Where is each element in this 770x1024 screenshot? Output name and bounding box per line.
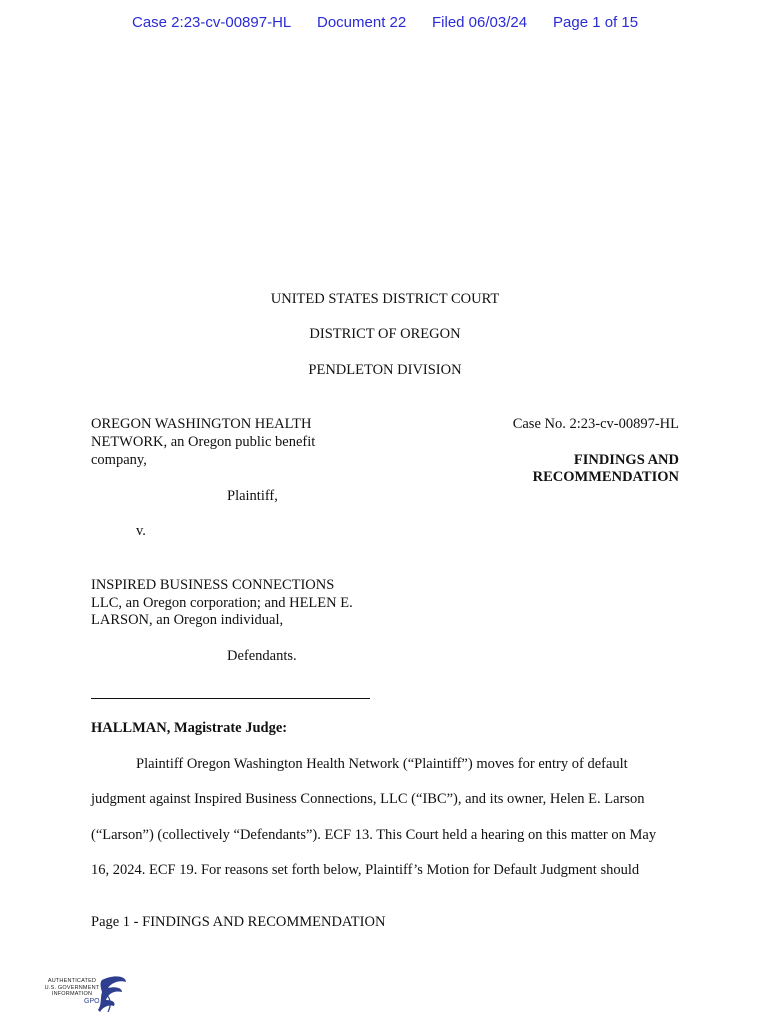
seal-mark: GPO: [84, 998, 100, 1005]
versus: v.: [136, 523, 146, 539]
header-document-number: Document 22: [317, 14, 407, 31]
document-title-line: RECOMMENDATION: [532, 469, 679, 485]
plaintiff-name-line: NETWORK, an Oregon public benefit: [91, 434, 316, 450]
caption-divider: [91, 698, 370, 699]
plaintiff-name-line: company,: [91, 452, 147, 468]
defendant-name-line: INSPIRED BUSINESS CONNECTIONS: [91, 577, 335, 593]
judge-heading: HALLMAN, Magistrate Judge:: [91, 720, 288, 736]
body-line: 16, 2024. ECF 19. For reasons set forth below, Plaintiff’s Motion for Default Judgment should: [91, 862, 640, 878]
body-line: (“Larson”) (collectively “Defendants”). ECF 13. This Court held a hearing on this matter on May: [91, 827, 657, 843]
court-division: PENDLETON DIVISION: [308, 362, 462, 378]
header-filed-date: Filed 06/03/24: [432, 14, 528, 31]
document-title-line: FINDINGS AND: [573, 452, 679, 468]
gpo-authentication-seal: [42, 972, 130, 1018]
plaintiff-name-line: OREGON WASHINGTON HEALTH: [91, 416, 312, 432]
body-line: Plaintiff Oregon Washington Health Network (“Plaintiff”) moves for entry of default: [136, 756, 628, 772]
header-case-number: Case 2:23-cv-00897-HL: [132, 14, 292, 31]
page-footer: Page 1 - FINDINGS AND RECOMMENDATION: [91, 914, 386, 930]
seal-text-line: AUTHENTICATED: [47, 978, 97, 984]
defendant-role: Defendants.: [227, 648, 297, 664]
court-district: DISTRICT OF OREGON: [309, 326, 461, 342]
case-number: Case No. 2:23-cv-00897-HL: [512, 416, 679, 432]
ecf-header: [0, 14, 770, 34]
defendant-name-line: LLC, an Oregon corporation; and HELEN E.: [91, 595, 353, 611]
body-line: judgment against Inspired Business Connections, LLC (“IBC”), and its owner, Helen E. Larson: [91, 791, 645, 807]
seal-text-line: INFORMATION: [51, 991, 93, 997]
plaintiff-role: Plaintiff,: [227, 488, 278, 504]
header-page-count: Page 1 of 15: [553, 14, 639, 31]
court-name: UNITED STATES DISTRICT COURT: [270, 291, 500, 307]
defendant-name-line: LARSON, an Oregon individual,: [91, 612, 284, 628]
seal-text-line: U.S. GOVERNMENT: [44, 984, 100, 991]
